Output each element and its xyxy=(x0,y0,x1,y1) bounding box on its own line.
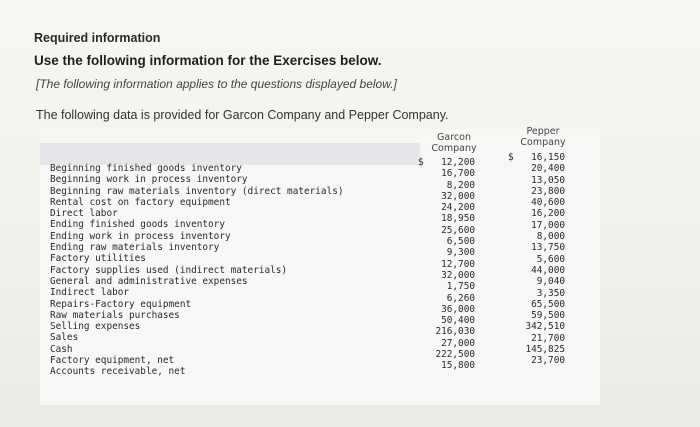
pepper-column-header xyxy=(514,126,572,148)
garcon-value xyxy=(418,326,475,337)
garcon-amount: 32,000 xyxy=(441,190,475,202)
garcon-value xyxy=(418,360,475,371)
garcon-amount: 36,000 xyxy=(441,303,475,315)
pepper-header-line2: Company xyxy=(520,137,566,148)
pepper-value xyxy=(508,355,565,366)
pepper-value xyxy=(508,152,565,163)
pepper-amount: 65,500 xyxy=(531,298,565,310)
row-label: Accounts receivable, net xyxy=(50,366,186,378)
garcon-amount: 25,600 xyxy=(441,224,475,236)
pepper-currency-symbol: $ xyxy=(508,152,514,163)
label-header-band xyxy=(40,143,420,165)
pepper-header-line1: Pepper xyxy=(526,126,560,137)
pepper-amount: 21,700 xyxy=(531,332,565,344)
garcon-amount: 27,000 xyxy=(441,337,475,349)
garcon-amount: 15,800 xyxy=(441,360,475,372)
pepper-amount: 13,750 xyxy=(531,242,565,254)
pepper-amount: 145,825 xyxy=(525,344,565,356)
garcon-amount: 6,500 xyxy=(446,236,475,248)
garcon-value xyxy=(418,157,475,168)
pepper-amount: 9,040 xyxy=(536,276,565,288)
pepper-value xyxy=(508,344,565,355)
row-label: Indirect labor xyxy=(50,287,130,299)
garcon-value xyxy=(418,281,475,292)
garcon-amount: 216,030 xyxy=(435,326,475,338)
garcon-value xyxy=(418,247,475,258)
garcon-value xyxy=(418,338,475,349)
row-label: Ending finished goods inventory xyxy=(50,219,225,231)
garcon-value xyxy=(418,304,475,315)
row-label: Ending work in process inventory xyxy=(50,230,231,242)
pepper-value xyxy=(508,220,565,231)
row-labels xyxy=(50,163,344,378)
pepper-value xyxy=(508,186,565,197)
garcon-amount: 12,200 xyxy=(441,157,475,168)
pepper-amount: 342,510 xyxy=(525,321,565,333)
row-label: Selling expenses xyxy=(50,321,141,333)
row-label: Beginning raw materials inventory (direct materials) xyxy=(50,185,344,197)
garcon-value xyxy=(418,315,475,326)
pepper-value xyxy=(508,288,565,299)
pepper-value xyxy=(508,333,565,344)
garcon-amount: 6,260 xyxy=(446,292,475,304)
pepper-amount: 13,050 xyxy=(531,174,565,186)
garcon-amount: 12,700 xyxy=(441,258,475,270)
garcon-value xyxy=(418,168,475,179)
pepper-amount: 8,000 xyxy=(536,231,565,243)
row-label: Beginning work in process inventory xyxy=(50,174,248,186)
row-label: Factory equipment, net xyxy=(50,355,175,367)
garcon-value xyxy=(418,191,475,202)
pepper-amount: 5,600 xyxy=(536,253,565,265)
use-information-heading: Use the following information for the Exercises below. xyxy=(34,53,382,68)
row-label: Beginning finished goods inventory xyxy=(50,163,242,174)
pepper-amount: 20,400 xyxy=(531,163,565,175)
pepper-amount: 17,000 xyxy=(531,219,565,231)
row-label: Cash xyxy=(50,343,73,355)
garcon-column-header xyxy=(425,132,483,154)
garcon-value xyxy=(418,349,475,360)
garcon-amount: 9,300 xyxy=(446,247,475,259)
garcon-value xyxy=(418,259,475,270)
data-intro-text: The following data is provided for Garcon Company and Pepper Company. xyxy=(36,108,449,122)
pepper-amount: 44,000 xyxy=(531,264,565,276)
garcon-value xyxy=(418,180,475,191)
pepper-value xyxy=(508,321,565,332)
garcon-amount: 18,950 xyxy=(441,213,475,225)
pepper-value xyxy=(508,208,565,219)
pepper-value xyxy=(508,197,565,208)
garcon-value xyxy=(418,213,475,224)
pepper-value xyxy=(508,310,565,321)
row-label: Factory utilities xyxy=(50,253,146,265)
garcon-amount: 8,200 xyxy=(446,179,475,191)
pepper-amount: 16,150 xyxy=(531,152,565,163)
garcon-amount: 50,400 xyxy=(441,315,475,327)
pepper-value xyxy=(508,254,565,265)
pepper-amount: 23,700 xyxy=(531,355,565,367)
row-label: Raw materials purchases xyxy=(50,309,180,321)
row-label: Ending raw materials inventory xyxy=(50,242,220,254)
pepper-value xyxy=(508,175,565,186)
row-label: Repairs-Factory equipment xyxy=(50,298,192,310)
garcon-amount: 32,000 xyxy=(441,269,475,281)
row-label: General and administrative expenses xyxy=(50,275,248,287)
garcon-value xyxy=(418,270,475,281)
pepper-value xyxy=(508,299,565,310)
pepper-value xyxy=(508,231,565,242)
pepper-value xyxy=(508,242,565,253)
garcon-amount: 16,700 xyxy=(441,168,475,180)
garcon-value xyxy=(418,236,475,247)
pepper-amount: 23,800 xyxy=(531,185,565,197)
pepper-values xyxy=(508,152,565,367)
garcon-value xyxy=(418,293,475,304)
garcon-currency-symbol: $ xyxy=(418,157,424,168)
pepper-value xyxy=(508,265,565,276)
pepper-amount: 40,600 xyxy=(531,197,565,209)
garcon-header-line2: Company xyxy=(431,143,477,154)
pepper-amount: 59,500 xyxy=(531,310,565,322)
garcon-values xyxy=(418,157,475,372)
row-label: Rental cost on factory equipment xyxy=(50,196,231,208)
row-label: Factory supplies used (indirect materials) xyxy=(50,264,288,276)
row-label: Sales xyxy=(50,332,79,344)
garcon-amount: 222,500 xyxy=(435,349,475,361)
garcon-value xyxy=(418,225,475,236)
applies-note: [The following information applies to the questions displayed below.] xyxy=(36,77,397,91)
garcon-amount: 1,750 xyxy=(446,281,475,293)
pepper-value xyxy=(508,276,565,287)
row-label: Direct labor xyxy=(50,208,118,220)
pepper-value xyxy=(508,163,565,174)
required-information-heading: Required information xyxy=(34,31,161,45)
garcon-amount: 24,200 xyxy=(441,202,475,214)
garcon-value xyxy=(418,202,475,213)
pepper-amount: 16,200 xyxy=(531,208,565,220)
pepper-amount: 3,350 xyxy=(536,287,565,299)
garcon-header-line1: Garcon xyxy=(437,132,471,143)
